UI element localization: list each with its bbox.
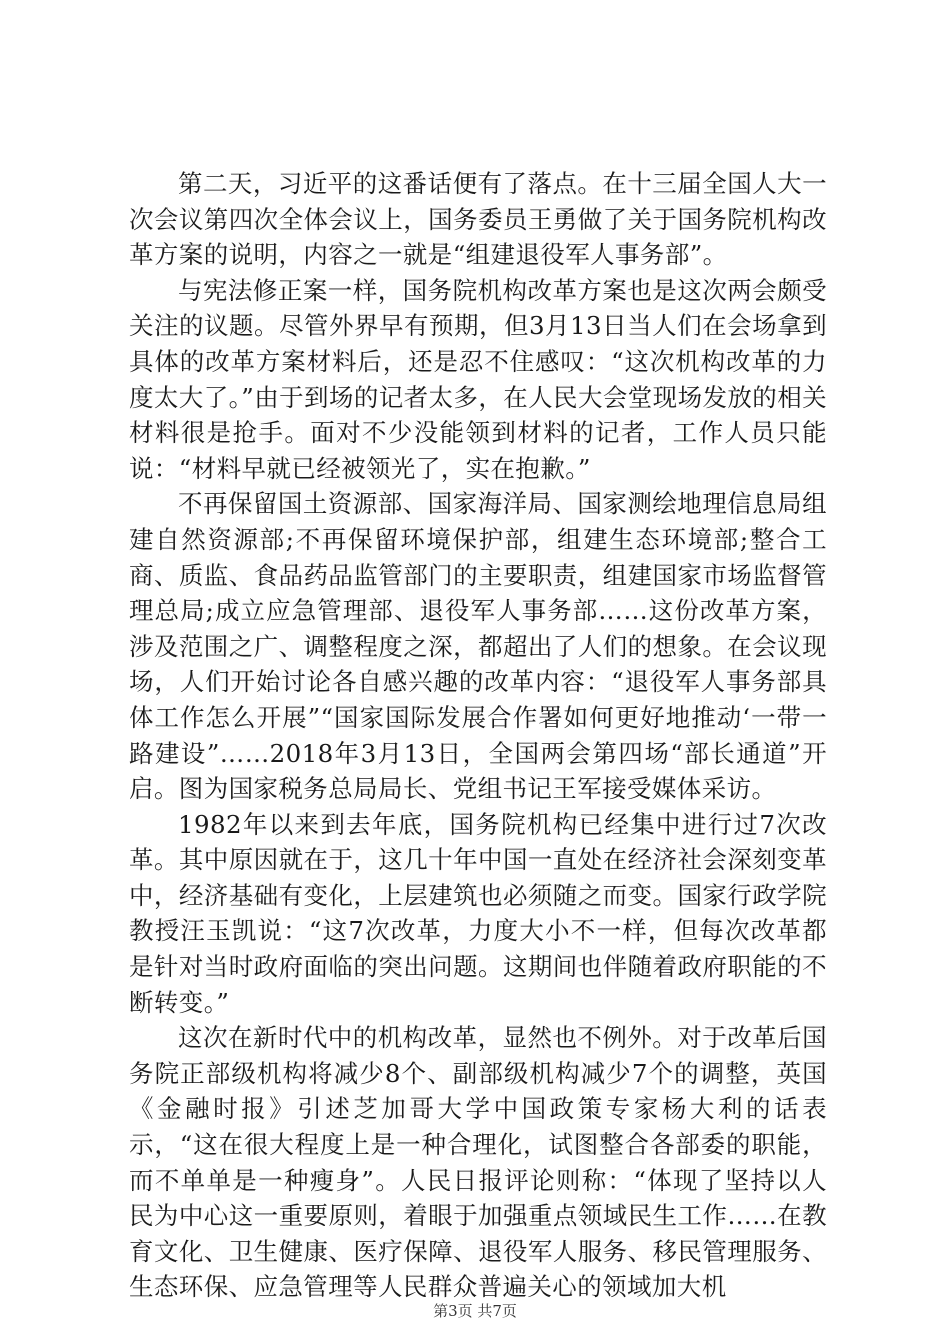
paragraph-1: 第二天，习近平的这番话便有了落点。在十三届全国人大一次会议第四次全体会议上，国务委员王勇做了关于国务院机构改革方案的说明，内容之一就是“组建退役军人事务部”。 xyxy=(129,169,827,270)
page-footer xyxy=(0,1300,950,1321)
paragraph-4: 1982年以来到去年底，国务院机构已经集中进行过7次改革。其中原因就在于，这几十年中国一直处在经济社会深刻变革中，经济基础有变化，上层建筑也必须随之而变。国家行政学院教授汪玉凯说：“这7次改革，力度大小不一样，但每次改革都是针对当时政府面临的突出问题。这期间也伴随着政府职能的不断转变。” xyxy=(129,809,827,1017)
paragraph-5: 这次在新时代中的机构改革，显然也不例外。对于改革后国务院正部级机构将减少8个、副部级机构减少7个的调整，英国《金融时报》引述芝加哥大学中国政策专家杨大利的话表示，“这在很大程度上是一种合理化，试图整合各部委的职能，而不单单是一种瘦身”。人民日报评论则称：“体现了坚持以人民为中心这一重要原则，着眼于加强重点领域民生工作……在教育文化、卫生健康、医疗保障、退役军人服务、移民管理服务、生态环保、应急管理等人民群众普遍关心的领域加大机 xyxy=(129,1023,827,1302)
article-body xyxy=(129,166,827,1305)
page-number: 第3页 共7页 xyxy=(433,1302,517,1320)
paragraph-3: 不再保留国土资源部、国家海洋局、国家测绘地理信息局组建自然资源部;不再保留环境保护部，组建生态环境部;整合工商、质监、食品药品监管部门的主要职责，组建国家市场监督管理总局;成立应急管理部、退役军人事务部……这份改革方案，涉及范围之广、调整程度之深，都超出了人们的想象。在会议现场，人们开始讨论各自感兴趣的改革内容：“退役军人事务部具体工作怎么开展”“国家国际发展合作署如何更好地推动‘一带一路建设”……2018年3月13日，全国两会第四场“部长通道”开启。图为国家税务总局局长、党组书记王军接受媒体采访。 xyxy=(129,489,827,804)
paragraph-2: 与宪法修正案一样，国务院机构改革方案也是这次两会颇受关注的议题。尽管外界早有预期，但3月13日当人们在会场拿到具体的改革方案材料后，还是忍不住感叹：“这次机构改革的力度太大了。”由于到场的记者太多，在人民大会堂现场发放的相关材料很是抢手。面对不少没能领到材料的记者，工作人员只能说：“材料早就已经被领光了，实在抱歉。” xyxy=(129,275,827,483)
